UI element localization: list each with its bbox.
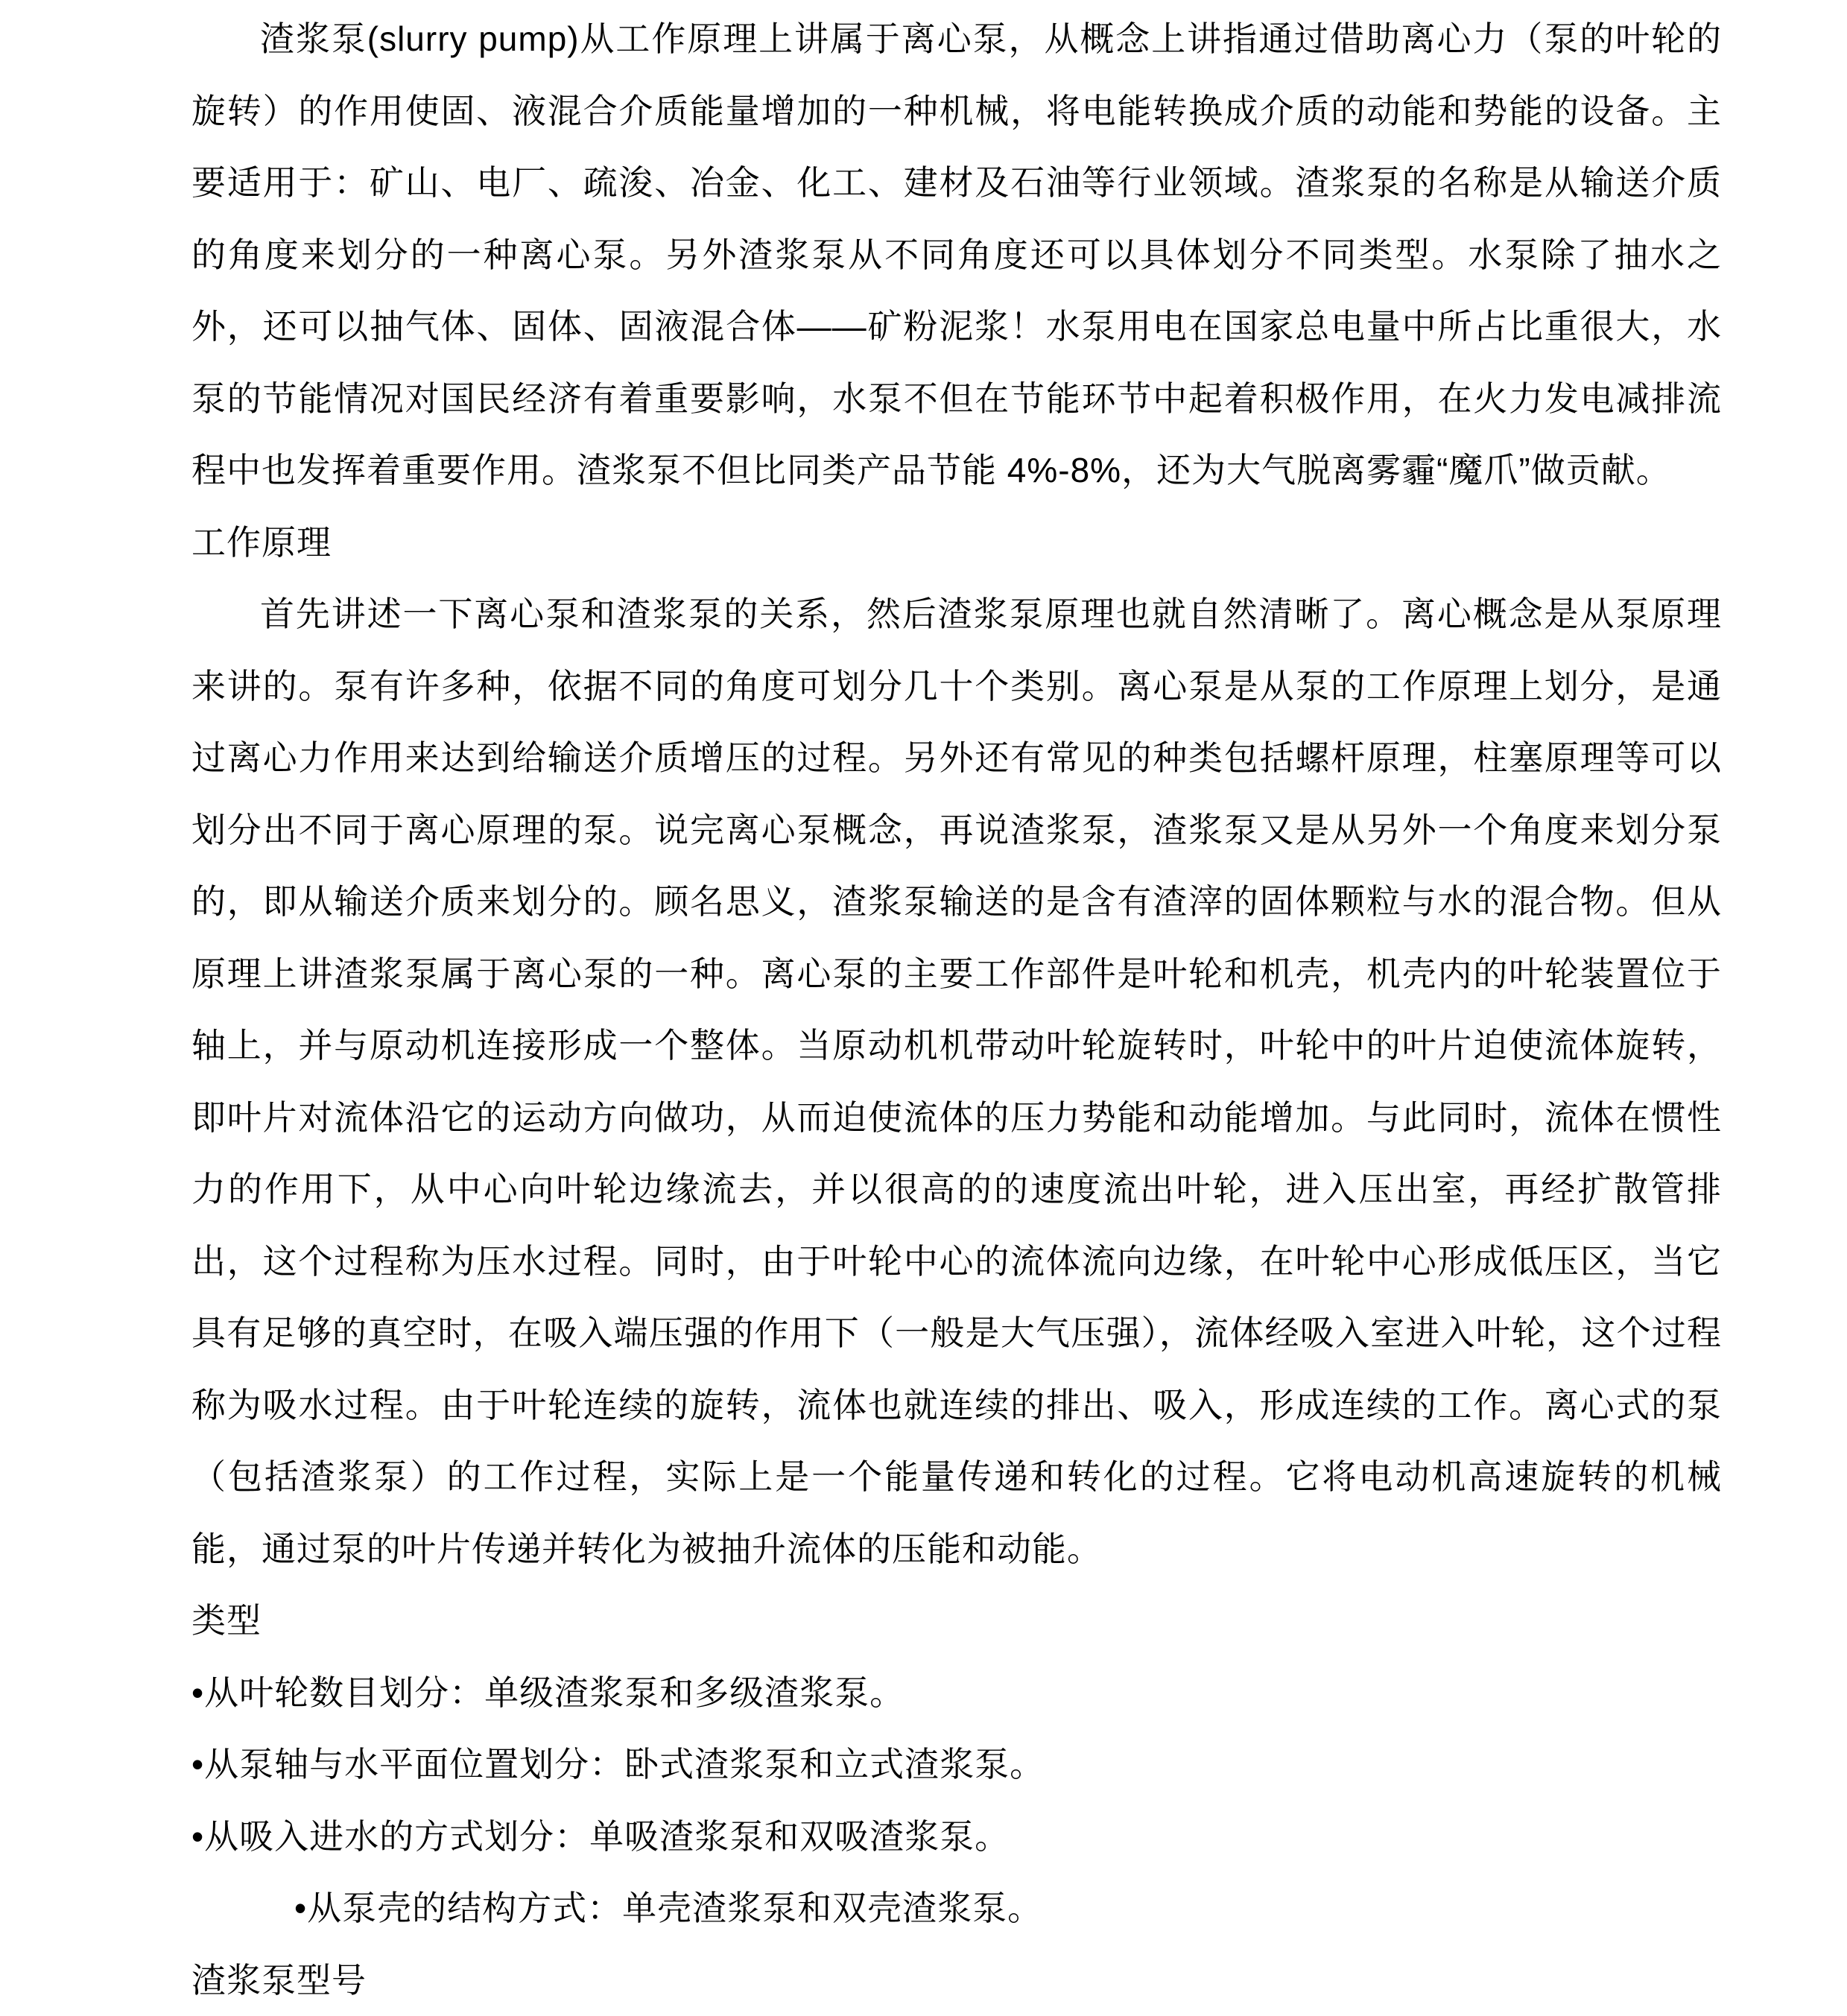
heading-working-principle: 工作原理	[191, 507, 1722, 579]
bullet-suction-mode: •从吸入进水的方式划分：单吸渣浆泵和双吸渣浆泵。	[191, 1801, 1722, 1873]
heading-pump-model: 渣浆泵型号	[191, 1944, 1722, 2016]
bullet-impeller-count: •从叶轮数目划分：单级渣浆泵和多级渣浆泵。	[191, 1657, 1722, 1729]
bullet-casing-structure: •从泵壳的结构方式：单壳渣浆泵和双壳渣浆泵。	[294, 1872, 1722, 1944]
working-principle-paragraph: 首先讲述一下离心泵和渣浆泵的关系，然后渣浆泵原理也就自然清晰了。离心概念是从泵原理来讲的。泵有许多种，依据不同的角度可划分几十个类别。离心泵是从泵的工作原理上划分，是通过离心力作用来达到给输送介质增压的过程。另外还有常见的种类包括螺杆原理，柱塞原理等可以划分出不同于离心原理的泵。说完离心泵概念，再说渣浆泵，渣浆泵又是从另外一个角度来划分泵的，即从输送介质来划分的。顾名思义，渣浆泵输送的是含有渣滓的固体颗粒与水的混合物。但从原理上讲渣浆泵属于离心泵的一种。离心泵的主要工作部件是叶轮和机壳，机壳内的叶轮装置位于轴上，并与原动机连接形成一个整体。当原动机机带动叶轮旋转时，叶轮中的叶片迫使流体旋转，即叶片对流体沿它的运动方向做功，从而迫使流体的压力势能和动能增加。与此同时，流体在惯性力的作用下，从中心向叶轮边缘流去，并以很高的的速度流出叶轮，进入压出室，再经扩散管排出，这个过程称为压水过程。同时，由于叶轮中心的流体流向边缘，在叶轮中心形成低压区，当它具有足够的真空时，在吸入端压强的作用下（一般是大气压强），流体经吸入室进入叶轮，这个过程称为吸水过程。由于叶轮连续的旋转，流体也就连续的排出、吸入，形成连续的工作。离心式的泵（包括渣浆泵）的工作过程，实际上是一个能量传递和转化的过程。它将电动机高速旋转的机械能，通过泵的叶片传递并转化为被抽升流体的压能和动能。	[191, 578, 1722, 1585]
intro-paragraph: 渣浆泵(slurry pump)从工作原理上讲属于离心泵，从概念上讲指通过借助离心力（泵的叶轮的旋转）的作用使固、液混合介质能量增加的一种机械，将电能转换成介质的动能和势能的设备。主要适用于：矿山、电厂、疏浚、冶金、化工、建材及石油等行业领域。渣浆泵的名称是从输送介质的角度来划分的一种离心泵。另外渣浆泵从不同角度还可以具体划分不同类型。水泵除了抽水之外，还可以抽气体、固体、固液混合体——矿粉泥浆！水泵用电在国家总电量中所占比重很大，水泵的节能情况对国民经济有着重要影响，水泵不但在节能环节中起着积极作用，在火力发电减排流程中也发挥着重要作用。渣浆泵不但比同类产品节能 4%-8%，还为大气脱离雾霾“魔爪”做贡献。	[191, 3, 1722, 507]
bullet-shaft-orientation: •从泵轴与水平面位置划分：卧式渣浆泵和立式渣浆泵。	[191, 1728, 1722, 1801]
heading-types: 类型	[191, 1585, 1722, 1657]
